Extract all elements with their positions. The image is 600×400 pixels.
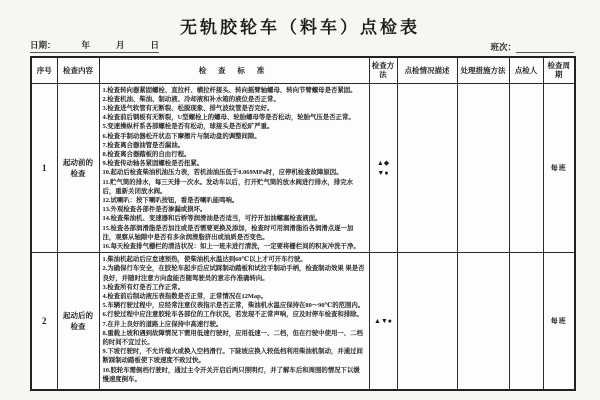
shift-blank-line xyxy=(516,43,574,53)
date-label: 日期： xyxy=(30,40,56,50)
standard-item: 5.变速操纵杆系各部螺栓是否有松动，球接头是否松旷严重。 xyxy=(102,123,274,131)
method-symbols: ▲▼● xyxy=(373,316,393,325)
standard-item: 13.外观检查各部件是否渗漏或损坏。 xyxy=(102,206,207,214)
standard-item: 11.贮气筒的排水，每三天排一次水。发动车以后，打开贮气筒的放水阀进行排水，排完水后，重新关闭放水阀。 xyxy=(102,178,353,195)
inspection-table xyxy=(30,56,576,391)
row-standards-cell xyxy=(99,253,369,390)
row-cycle: 每班 xyxy=(543,253,575,390)
standard-item: 8.检查离合器踏板的自由行程。 xyxy=(102,150,191,158)
row-no: 1 xyxy=(31,83,57,253)
method-symbols: ▲◆ xyxy=(376,158,390,167)
method-symbols: ▼● xyxy=(377,168,389,177)
day-label: 日 xyxy=(150,40,160,50)
page-title: 无轨胶轮车（料车）点检表 xyxy=(180,18,420,37)
header-no: 序号 xyxy=(31,57,57,83)
inspector-blank-cell xyxy=(509,83,543,253)
standard-item: 7.在井上良好的道路上应保持中高速行驶。 xyxy=(102,320,223,328)
header-row xyxy=(31,57,575,83)
row-cycle: 每班 xyxy=(543,83,575,253)
standards-list xyxy=(100,253,369,385)
row-method-cell xyxy=(369,83,397,253)
header-standard: 检 查 标 准 xyxy=(99,57,369,83)
header-treatment: 处理措施方法 xyxy=(457,57,509,83)
standard-item: 10.胶轮车需倒档行驶时，通过主令开关开启后两只照明灯，并了解车后和周围的情况下以缓慢速度倒车。 xyxy=(102,366,360,383)
row-no: 2 xyxy=(31,253,57,390)
standard-item: 9.检查传动轴各紧固螺栓是否扭紧。 xyxy=(102,160,204,168)
standards-list xyxy=(100,84,369,253)
standard-item: 1.检查转向器紧固螺栓、直拉杆、横拉杆接头、转向摇臂轴螺母、转向节臂螺母是否紧固。 xyxy=(102,86,357,94)
row-content: 起动前的检查 xyxy=(57,83,99,253)
year-label: 年 xyxy=(81,40,91,50)
treatment-blank-cell xyxy=(457,253,509,390)
header-cycle: 检查周期 xyxy=(543,57,575,83)
standard-item: 4.检查前后制动液压表指数是否正常，正常情况在12Map。 xyxy=(102,292,268,300)
standard-item: 15.检查各部润滑脂是否加注或是否需要更换及添加，检查时可用润滑脂沿各润滑点逐一加注，观察从轴隙中是否有多余润滑脂挤出或油质是否变色。 xyxy=(102,224,354,241)
standard-item: 7.检查离合器油管是否漏油。 xyxy=(102,141,184,149)
shift-group xyxy=(490,41,574,53)
situation-blank-cell xyxy=(397,83,457,253)
standard-item: 9.下坡行驶时，不允许熄火或换入空档滑行。下陡坡应换入较低档利用柴油机制动，并通过间断踩制动踏板使下坡速度不致过快。 xyxy=(102,348,363,365)
month-label: 月 xyxy=(116,40,125,50)
standard-item: 2.为确保行车安全，在胶轮车起步后应试踩制动踏板和试拉手制动手柄，检查制动效果 果是否良好，并随时注意方向盘能否随驾驶员的意志作准确转向。 xyxy=(102,265,365,282)
standard-item: 14.检查柴油机、变速器和后桥等润滑油是否适当，可拧开加油螺塞检查液面。 xyxy=(102,215,322,223)
row-standards-cell xyxy=(99,83,369,253)
header-method: 检查方法 xyxy=(369,57,397,83)
header-situation: 点检情况描述 xyxy=(397,57,457,83)
header-content: 检查内容 xyxy=(57,57,99,83)
inspector-blank-cell xyxy=(509,253,543,390)
meta-row xyxy=(30,39,574,53)
shift-label: 班次： xyxy=(490,42,516,52)
header-inspector: 点检人 xyxy=(509,57,543,83)
date-group xyxy=(30,39,159,53)
standard-item: 5.车辆行驶过程中，应经常注意仪表指示是否正常，柴油机水温应保持在80～90℃的范围内。 xyxy=(102,302,365,310)
standard-item: 10.起动后检查柴油机油压力表，若机油油压低于0.069MPa时，应停机检查故障原因。 xyxy=(102,169,343,177)
standard-item: 8.重载上坡和遇到故障情况下需用低速行驶时，应用低速一、二档，但在行驶中使用一、二档的时间不宜过长。 xyxy=(102,329,363,346)
treatment-blank-cell xyxy=(457,83,509,253)
standard-item: 6.检查手制动器松开状态下摩擦片与制动盘的调整间隙。 xyxy=(102,132,261,140)
row-method-cell xyxy=(369,253,397,390)
standard-item: 3.检查进气软管有无断裂、松脱现象、排气波纹管是否完好。 xyxy=(102,104,274,112)
table-row-after-start xyxy=(31,253,575,390)
table-row-before-start xyxy=(31,83,575,253)
standard-item: 6.行驶过程中应注意胶轮车各部位的工作状况，若发现不正常声响，应及时停车检查和排除。 xyxy=(102,311,363,319)
standard-item: 12.试喇叭：按下喇叭按钮，看是否喇叭能鸣响。 xyxy=(102,196,239,204)
standard-item: 2.检查机油、柴油、制动液、冷却液和补水箱的液位是否正常。 xyxy=(102,95,280,103)
standard-item: 4.检查前后钢板有无断裂，U型螺栓上的螺母、轮胎螺母等是否松动，轮胎气压是否正常。 xyxy=(102,114,355,122)
situation-blank-cell xyxy=(397,253,457,390)
row-content: 起动后的检查 xyxy=(57,253,99,390)
standard-item: 1.柴油机起动后应怠速预热，使柴油机水温达到60℃以上才可开车行驶。 xyxy=(102,256,307,264)
standard-item: 3.检查所有灯是否工作正常。 xyxy=(102,283,184,291)
standard-item: 16.每天检查排气栅栏的清洁状况：如上一班未进行清洗，一定要将栅栏间的积灰冲洗干净。 xyxy=(102,242,360,250)
